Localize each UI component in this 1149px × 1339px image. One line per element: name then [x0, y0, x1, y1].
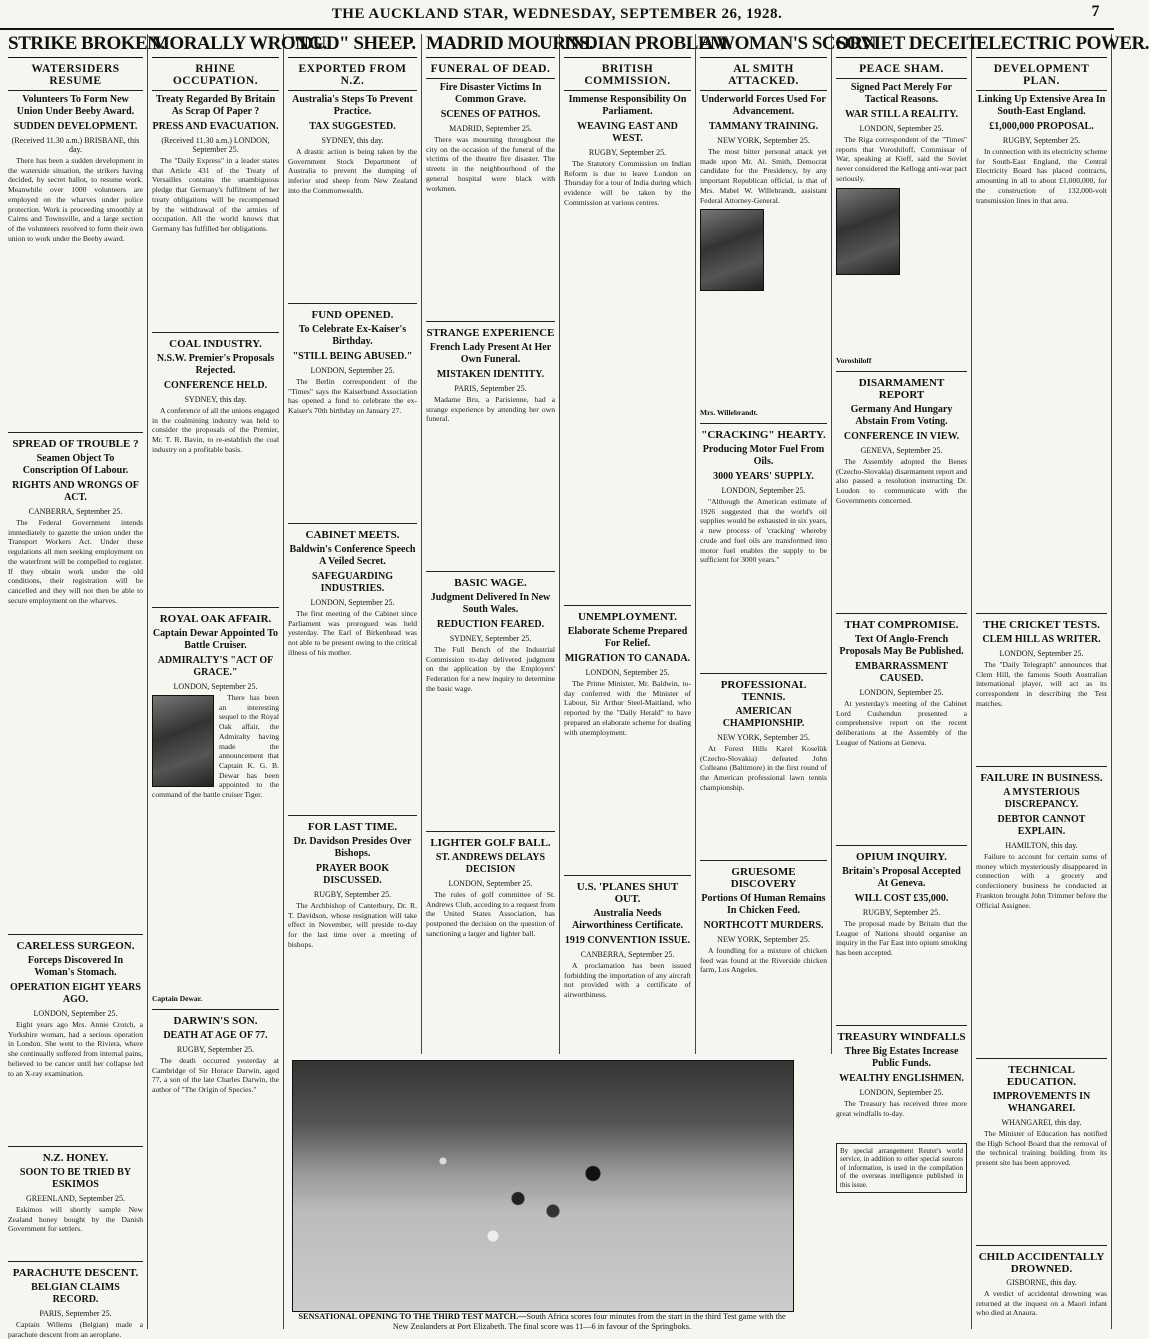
headline: BASIC WAGE. [426, 571, 555, 589]
headline: "DUD" SHEEP. [288, 34, 417, 58]
article-body: The Prime Minister, Mr. Baldwin, to-day conferred with the Minister of Labour, Sir Arthur Steel-Maitland, who reported by the "Daily Herald" to have prepared an elaborate scheme for dealing with unemployment. [564, 678, 691, 737]
deck: Elaborate Scheme Prepared For Relief. [567, 625, 688, 649]
deck: Volunteers To Form New Union Under Beeby Award. [16, 93, 135, 117]
dateline: (Received 11.30 a.m.) LONDON, September 25. [161, 135, 270, 154]
article-body: The Archbishop of Canterbury, Dr. R. T. Davidson, whose resignation will take effect in November, will preside to-day for the last time over a meeting of bishops. [288, 900, 417, 949]
dateline: LONDON, September 25. [173, 681, 258, 691]
article-body: A foundling for a mixture of chicken feed was found at the Riverside chicken farm, Los Angeles. [700, 945, 827, 975]
deck: To Celebrate Ex-Kaiser's Birthday. [298, 323, 407, 347]
section-title: SAFEGUARDING INDUSTRIES. [311, 570, 394, 594]
deck: French Lady Present At Her Own Funeral. [429, 341, 552, 365]
article-body: "Although the American estimate of 1926 suggested that the world's oil supplies would be exhausted in six years, a new process of 'cracking' whereby crude and fuel oils are transformed into motor fuel enables the supply to be sufficient for 3000 years." [700, 496, 827, 565]
headline: A WOMAN'S SCORN [700, 34, 827, 58]
headline: OPIUM INQUIRY. [836, 845, 967, 863]
voroshiloff-photo [836, 188, 900, 275]
dateline: LONDON, September 25. [310, 597, 395, 607]
dateline: LONDON, September 25. [310, 365, 395, 375]
headline: COAL INDUSTRY. [152, 332, 279, 350]
deck: Baldwin's Conference Speech A Veiled Secret. [289, 543, 416, 567]
section-title: "STILL BEING ABUSED." [292, 350, 413, 362]
dateline: MADRID, September 25. [449, 123, 532, 133]
headline: LIGHTER GOLF BALL. [426, 831, 555, 849]
headline: ROYAL OAK AFFAIR. [152, 607, 279, 625]
dateline: LONDON, September 25. [859, 123, 944, 133]
article-body: The Statutory Commission on Indian Reform is due to leave London on Thursday for a tour of India during which evidence will be taken by the Commission at various centres. [564, 158, 691, 207]
headline: FOR LAST TIME. [288, 815, 417, 833]
willebrandt-photo [700, 209, 764, 291]
column-madrid-mourns [422, 33, 594, 1054]
section-title: NORTHCOTT MURDERS. [703, 919, 824, 931]
section-title: AMERICAN CHAMPIONSHIP. [722, 705, 805, 729]
headline: N.Z. HONEY. [8, 1146, 143, 1164]
section-title: ST. ANDREWS DELAYS DECISION [435, 851, 546, 875]
section-title: MIGRATION TO CANADA. [564, 652, 691, 664]
article-body: A proclamation has been issued forbidding the importation of any aircraft not provided with a certificate of airworthiness. [564, 960, 691, 1000]
deck: Australia's Steps To Prevent Practice. [292, 93, 413, 117]
article-body: The first meeting of the Cabinet since Parliament was prorogued was held yesterday. The Earl of Birkenhead was not able to be present owing to the critical illness of his mother. [288, 608, 417, 657]
reuters-notice: By special arrangement Reuter's world service, in addition to other special sources of information, is used in the compilation of the overseas intelligence published in this issue. [836, 1143, 967, 1193]
headline: CARELESS SURGEON. [8, 934, 143, 952]
article-body: The Federal Government intends immediately to gazette the union under the Transport Workers Act. Under these regulations all men seeking employment on the waterfront will be compelled to register. If they obtain work under the old conditions, their registration will be cancelled and they will not then be able to secure employment on the wharves. [8, 517, 143, 605]
dateline: PARIS, September 25. [39, 1308, 112, 1318]
dateline: RUGBY, September 25. [313, 889, 392, 899]
column-morally-wrong [148, 33, 327, 1329]
deck: Underworld Forces Used For Advancement. [701, 93, 826, 117]
headline: FUND OPENED. [288, 303, 417, 321]
dateline: PARIS, September 25. [454, 383, 527, 393]
dateline: RUGBY, September 25. [862, 907, 941, 917]
section-title: 1919 CONVENTION ISSUE. [564, 934, 691, 946]
section-title: WEALTHY ENGLISHMEN. [839, 1072, 964, 1084]
headline: MADRID MOURNS. [426, 34, 555, 58]
headline: SOVIET DECEIT. [836, 34, 967, 58]
deck: DEBTOR CANNOT EXPLAIN. [997, 813, 1086, 837]
article-body: Failure to account for certain sums of money which mysteriously disappeared in connection with a grocery and confectionery business he conducted at Frankton brought John Trimmer before the Official Assignee. [976, 851, 1107, 910]
headline: ELECTRIC POWER. [976, 34, 1107, 58]
deck: Forceps Discovered In Woman's Stomach. [27, 954, 124, 978]
dateline: LONDON, September 25. [33, 1008, 118, 1018]
article-body: At yesterday's meeting of the Cabinet Lord Cushendun presented a comprehensive report on the recent deliberations at the Assembly of the League of Nations at Geneva. [836, 698, 967, 747]
subheadline: DEVELOPMENT PLAN. [976, 61, 1107, 91]
section-title: MISTAKEN IDENTITY. [436, 368, 545, 380]
section-title: RIGHTS AND WRONGS OF ACT. [12, 479, 139, 503]
deck: Britain's Proposal Accepted At Geneva. [842, 865, 961, 889]
article-body: At Forest Hills Karel Koselük (Czecho-Slovakia) defeated John Colleano (Baltimore) in the first round of the American professional lawn tennis championship. [700, 743, 827, 792]
dateline: LONDON, September 25. [999, 648, 1084, 658]
section-title: DEATH AT AGE OF 77. [163, 1029, 268, 1041]
article-body: The proposal made by Britain that the League of Nations should organise an inquiry in the Far East into opium smoking has been accepted. [836, 918, 967, 958]
dateline: LONDON, September 25. [448, 878, 533, 888]
article-body: The "Daily Telegraph" announces that Clem Hill, the famous South Australian international player, will act as its correspondent in describing the Test matches. [976, 659, 1107, 708]
article-body: The "Daily Express" in a leader states that Article 431 of the Treaty of Versailles contains the unambiguous pledge that Germany's fulfilment of her treaty obligations will be recompensed by the withdrawal of the armies of occupation. All the world knows that Germany has fulfilled her obligations. [152, 155, 279, 233]
photo-caption: Voroshiloff [836, 355, 872, 365]
article-body: There has been a sudden development in the waterside situation, the strikers having decided, by secret ballot, to resume work. Meanwhile over 1000 volunteers are employed on the wharves under police protection. Work is proceeding smoothly at Cairns and Townsville, and a large section of the volunteers resolved to form their own union to work under the Beeby award. [8, 155, 143, 243]
article-body: There was mourning throughout the city on the occasion of the funeral of the victims of the theatre fire disaster. The streets in the neighbourhood of the general hospital were black with workmen. [426, 134, 555, 193]
article-body: A drastic action is being taken by the Government Stock Department of Australia to prevent the dumping of inferior stud sheep from New Zealand into the Commonwealth. [288, 146, 417, 195]
deck: Three Big Estates Increase Public Funds. [844, 1045, 959, 1069]
article-body: Madame Bru, a Parisienne, had a strange experience by attending her own funeral. [426, 394, 555, 424]
deck: Text Of Anglo-French Proposals May Be Published. [839, 633, 964, 657]
column-dud-sheep [284, 34, 422, 1054]
dateline: NEW YORK, September 25. [717, 732, 810, 742]
dateline: HAMILTON, this day. [1005, 840, 1078, 850]
masthead-title: THE AUCKLAND STAR, WEDNESDAY, SEPTEMBER 26, 1928. [331, 5, 783, 22]
deck: Fire Disaster Victims In Common Grave. [439, 81, 542, 105]
headline: STRIKE BROKEN. [8, 34, 143, 58]
section-title: CONFERENCE IN VIEW. [843, 430, 960, 442]
article-body: Eight years ago Mrs. Annie Crotch, a Yorkshire woman, had a serious operation in London. She went to the Riviera, where she continually suffered from internal pains, believed to be cancer until her collapse led to an X-ray examination. [8, 1019, 143, 1078]
dateline: NEW YORK, September 25. [717, 135, 810, 145]
article-body: There has been an interesting sequel to the Royal Oak affair, the Admiralty having made the announcement that Captain K. G. B. Dewar has been appointed to the command of the battle cruiser Tiger. [152, 692, 279, 800]
headline: THAT COMPROMISE. [836, 613, 967, 631]
dateline: SYDNEY, September 25. [449, 633, 532, 643]
masthead [0, 0, 1114, 30]
dateline: (Received 11.30 a.m.) BRISBANE, this day. [11, 135, 140, 154]
column-electric-power [972, 33, 1149, 1329]
article-body: The most bitter personal attack yet made upon Mr. Al. Smith, Democrat candidate for the Presidency, by any important Republican official, is that of Mrs. Mabel W. Willebrandt, assistant Federal Attorney-General. [700, 147, 827, 407]
column-soviet-deceit [832, 33, 982, 1329]
headline: CABINET MEETS. [288, 523, 417, 541]
dateline: LONDON, September 25. [721, 485, 806, 495]
article-body: Eskimos will shortly sample New Zealand honey bought by the Danish Government for settlers. [8, 1204, 143, 1234]
deck: Seamen Object To Conscription Of Labour. [22, 452, 129, 476]
headline: U.S. 'PLANES SHUT OUT. [564, 875, 691, 905]
section-title: IMPROVEMENTS IN WHANGAREI. [992, 1090, 1091, 1114]
photo-caption [292, 1312, 792, 1332]
dateline: GREENLAND, September 25. [25, 1193, 126, 1203]
deck: Germany And Hungary Abstain From Voting. [850, 403, 953, 427]
dateline: GENEVA, September 25. [860, 445, 943, 455]
dateline: LONDON, September 25. [859, 1087, 944, 1097]
caption-text: South Africa scores four minutes from the start in the third Test game with the New Zealanders at Port Elizabeth. The final score was 11—6 in favour of the Springboks. [392, 1312, 786, 1331]
deck: Producing Motor Fuel From Oils. [702, 443, 825, 467]
section-title: A MYSTERIOUS DISCREPANCY. [1003, 786, 1080, 810]
subheadline: FUNERAL OF DEAD. [426, 61, 555, 79]
headline: THE CRICKET TESTS. [976, 613, 1107, 631]
deck: Immense Responsibility On Parliament. [568, 93, 687, 117]
deck: Treaty Regarded By Britain As Scrap Of Paper ? [155, 93, 276, 117]
dateline: LONDON, September 25. [859, 687, 944, 697]
deck: Portions Of Human Remains In Chicken Feed. [701, 892, 826, 916]
article-body: Captain Willems (Belgian) made a parachute descent from an aeroplane. [8, 1319, 143, 1339]
section-title: 3000 YEARS' SUPPLY. [713, 470, 814, 482]
dateline: SYDNEY, this day. [321, 135, 384, 145]
article-body: The death occurred yesterday at Cambridge of Sir Horace Darwin, aged 77, a son of the late Charles Darwin, the author of "The Origin of Species." [152, 1055, 279, 1095]
dateline: RUGBY, September 25. [588, 147, 667, 157]
subheadline: RHINE OCCUPATION. [152, 61, 279, 91]
section-title: WAR STILL A REALITY. [844, 108, 958, 120]
deck: N.S.W. Premier's Proposals Rejected. [156, 352, 275, 376]
dateline: NEW YORK, September 25. [717, 934, 810, 944]
headline: SPREAD OF TROUBLE ? [8, 432, 143, 450]
article-body: A verdict of accidental drowning was returned at the inquest on a Maori infant who died at Anaura. [976, 1288, 1107, 1318]
deck: Captain Dewar Appointed To Battle Cruiser. [152, 627, 279, 651]
photo-caption: Captain Dewar. [152, 993, 203, 1003]
section-title: SCENES OF PATHOS. [440, 108, 541, 120]
headline: DARWIN'S SON. [152, 1009, 279, 1027]
article-body: The Assembly adopted the Benes (Czecho-Slovakia) disarmament report and also passed a resolution instructing Dr. Loudon to communicate with the Governments concerned. [836, 456, 967, 505]
headline: "CRACKING" HEARTY. [700, 423, 827, 441]
article-body: The Berlin correspondent of the "Times" says the Kaiserbund Association has opened a fund to celebrate the ex-Kaiser's 70th birthday on January 27. [288, 376, 417, 416]
headline: STRANGE EXPERIENCE [426, 321, 555, 339]
subheadline: EXPORTED FROM N.Z. [288, 61, 417, 91]
article-body: The Full Bench of the Industrial Commission to-day delivered judgment on the application by the Employers' Federation for a new inquiry to determine the basic wage. [426, 644, 555, 693]
dateline: LONDON, September 25. [585, 667, 670, 677]
article-body: A conference of all the unions engaged in the coalmining industry was held to consider the proposals of the Premier, Mr. T. R. Bavin, to re-establish the coal industry on a profitable basis. [152, 405, 279, 454]
dateline: SYDNEY, this day. [184, 394, 247, 404]
dateline: WHANGAREI, this day. [1001, 1117, 1082, 1127]
dateline: CANBERRA, September 25. [580, 949, 675, 959]
deck: Judgment Delivered In New South Wales. [430, 591, 551, 615]
section-title: OPERATION EIGHT YEARS AGO. [10, 981, 141, 1005]
headline: INDIAN PROBLEM. [564, 34, 691, 58]
headline: FAILURE IN BUSINESS. [976, 766, 1107, 784]
section-title: TAX SUGGESTED. [309, 120, 396, 132]
subheadline: AL SMITH ATTACKED. [700, 61, 827, 91]
section-title: ADMIRALTY'S "ACT OF GRACE." [157, 654, 274, 678]
deck: Dr. Davidson Presides Over Bishops. [293, 835, 412, 859]
headline: GRUESOME DISCOVERY [700, 860, 827, 890]
section-title: SUDDEN DEVELOPMENT. [13, 120, 138, 132]
column-strike-broken [4, 33, 165, 1339]
article-body: The rules of golf committee of St. Andrews Club, acceding to a request from the United States Association, has postponed the decision on the question of sanctioning a larger and lighter ball. [426, 889, 555, 938]
page-number: 7 [1091, 3, 1100, 20]
section-title: PRESS AND EVACUATION. [152, 120, 279, 132]
headline: CHILD ACCIDENTALLY DROWNED. [976, 1245, 1107, 1275]
headline: MORALLY WRONG. [152, 34, 279, 58]
headline: TREASURY WINDFALLS [836, 1025, 967, 1043]
article-body: In connection with its electricity scheme for South-East England, the Central Electricity Board has placed contracts, amounting in all to about £1,000,000, for the construction of 132,000-volt transmission lines in that area. [976, 146, 1107, 205]
deck: Australia Needs Airworthiness Certificate. [571, 907, 684, 931]
section-title: SOON TO BE TRIED BY ESKIMOS [19, 1166, 132, 1190]
section-title: BELGIAN CLAIMS RECORD. [31, 1281, 120, 1305]
caption-bold: SENSATIONAL OPENING TO THE THIRD TEST MATCH.— [298, 1312, 527, 1321]
headline: UNEMPLOYMENT. [564, 605, 691, 623]
section-title: PRAYER BOOK DISCUSSED. [315, 862, 390, 886]
subheadline: PEACE SHAM. [836, 61, 967, 79]
section-title: REDUCTION FEARED. [436, 618, 545, 630]
headline: PARACHUTE DESCENT. [8, 1261, 143, 1279]
rugby-match-photo [292, 1060, 794, 1312]
section-title: TAMMANY TRAINING. [708, 120, 819, 132]
headline: TECHNICAL EDUCATION. [976, 1058, 1107, 1088]
section-title: WILL COST £35,000. [854, 892, 949, 904]
dateline: RUGBY, September 25. [1002, 135, 1081, 145]
section-title: CONFERENCE HELD. [163, 379, 268, 391]
article-body: The Treasury has received three more great windfalls to-day. [836, 1098, 967, 1118]
headline: DISARMAMENT REPORT [836, 371, 967, 401]
section-title: EMBARRASSMENT CAUSED. [855, 660, 948, 684]
section-title: CLEM HILL AS WRITER. [982, 633, 1101, 645]
subheadline: BRITISH COMMISSION. [564, 61, 691, 91]
dateline: RUGBY, September 25. [176, 1044, 255, 1054]
section-title: £1,000,000 PROPOSAL. [989, 120, 1094, 132]
subheadline: WATERSIDERS RESUME [8, 61, 143, 91]
captain-dewar-photo [152, 695, 214, 787]
article-body: The Minister of Education has notified the High School Board that the removal of the technical training building from its present site has been approved. [976, 1128, 1107, 1168]
deck: Linking Up Extensive Area In South-East England. [977, 93, 1106, 117]
photo-caption: Mrs. Willebrandt. [700, 407, 758, 417]
dateline: GISBORNE, this day. [1006, 1277, 1077, 1287]
section-title: WEAVING EAST AND WEST. [577, 120, 678, 144]
article-body: The Riga correspondent of the "Times" reports that Voroshiloff, Commissar of War, speaking at Kieff, said the Soviet never considered the Kellogg anti-war pact seriously. [836, 135, 967, 355]
deck: Signed Pact Merely For Tactical Reasons. [850, 81, 953, 105]
headline: PROFESSIONAL TENNIS. [700, 673, 827, 703]
dateline: CANBERRA, September 25. [28, 506, 123, 516]
